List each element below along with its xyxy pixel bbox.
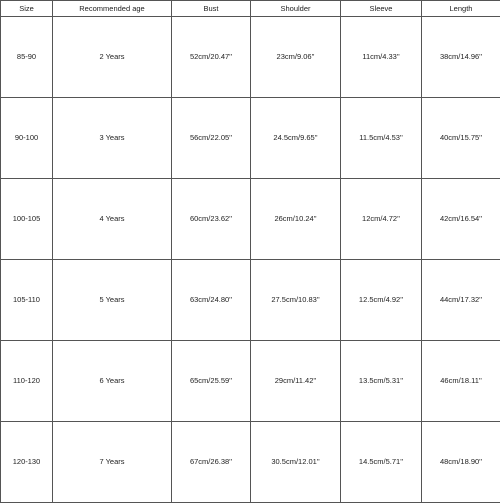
- table-row: [1, 260, 500, 341]
- cell-size: 85-90: [1, 17, 53, 98]
- header-bust: Bust: [172, 1, 251, 17]
- cell-sleeve: 12cm/4.72'': [341, 179, 422, 260]
- cell-length: 46cm/18.11'': [422, 341, 500, 422]
- cell-length: 38cm/14.96'': [422, 17, 500, 98]
- table-row: [1, 422, 500, 503]
- header-shoulder: Shoulder: [251, 1, 341, 17]
- cell-length: 40cm/15.75'': [422, 98, 500, 179]
- cell-bust: 56cm/22.05'': [172, 98, 251, 179]
- cell-size: 120-130: [1, 422, 53, 503]
- cell-recommended-age: 3 Years: [53, 98, 172, 179]
- table-row: [1, 17, 500, 98]
- cell-recommended-age: 2 Years: [53, 17, 172, 98]
- cell-bust: 52cm/20.47'': [172, 17, 251, 98]
- cell-recommended-age: 7 Years: [53, 422, 172, 503]
- cell-bust: 67cm/26.38'': [172, 422, 251, 503]
- header-row: [1, 1, 500, 17]
- cell-recommended-age: 4 Years: [53, 179, 172, 260]
- header-length: Length: [422, 1, 500, 17]
- cell-bust: 63cm/24.80'': [172, 260, 251, 341]
- header-sleeve: Sleeve: [341, 1, 422, 17]
- table-row: [1, 179, 500, 260]
- cell-size: 90-100: [1, 98, 53, 179]
- cell-sleeve: 11.5cm/4.53'': [341, 98, 422, 179]
- cell-shoulder: 29cm/11.42'': [251, 341, 341, 422]
- cell-recommended-age: 5 Years: [53, 260, 172, 341]
- cell-shoulder: 23cm/9.06'': [251, 17, 341, 98]
- cell-sleeve: 13.5cm/5.31'': [341, 341, 422, 422]
- header-recommended-age: Recommended age: [53, 1, 172, 17]
- cell-length: 48cm/18.90'': [422, 422, 500, 503]
- table-row: [1, 98, 500, 179]
- cell-bust: 60cm/23.62'': [172, 179, 251, 260]
- table-row: [1, 341, 500, 422]
- cell-shoulder: 24.5cm/9.65'': [251, 98, 341, 179]
- cell-bust: 65cm/25.59'': [172, 341, 251, 422]
- cell-length: 44cm/17.32'': [422, 260, 500, 341]
- cell-sleeve: 14.5cm/5.71'': [341, 422, 422, 503]
- cell-shoulder: 27.5cm/10.83'': [251, 260, 341, 341]
- cell-size: 105-110: [1, 260, 53, 341]
- cell-size: 110-120: [1, 341, 53, 422]
- cell-length: 42cm/16.54'': [422, 179, 500, 260]
- header-size: Size: [1, 1, 53, 17]
- cell-shoulder: 26cm/10.24'': [251, 179, 341, 260]
- cell-size: 100-105: [1, 179, 53, 260]
- cell-sleeve: 12.5cm/4.92'': [341, 260, 422, 341]
- cell-recommended-age: 6 Years: [53, 341, 172, 422]
- cell-shoulder: 30.5cm/12.01'': [251, 422, 341, 503]
- cell-sleeve: 11cm/4.33'': [341, 17, 422, 98]
